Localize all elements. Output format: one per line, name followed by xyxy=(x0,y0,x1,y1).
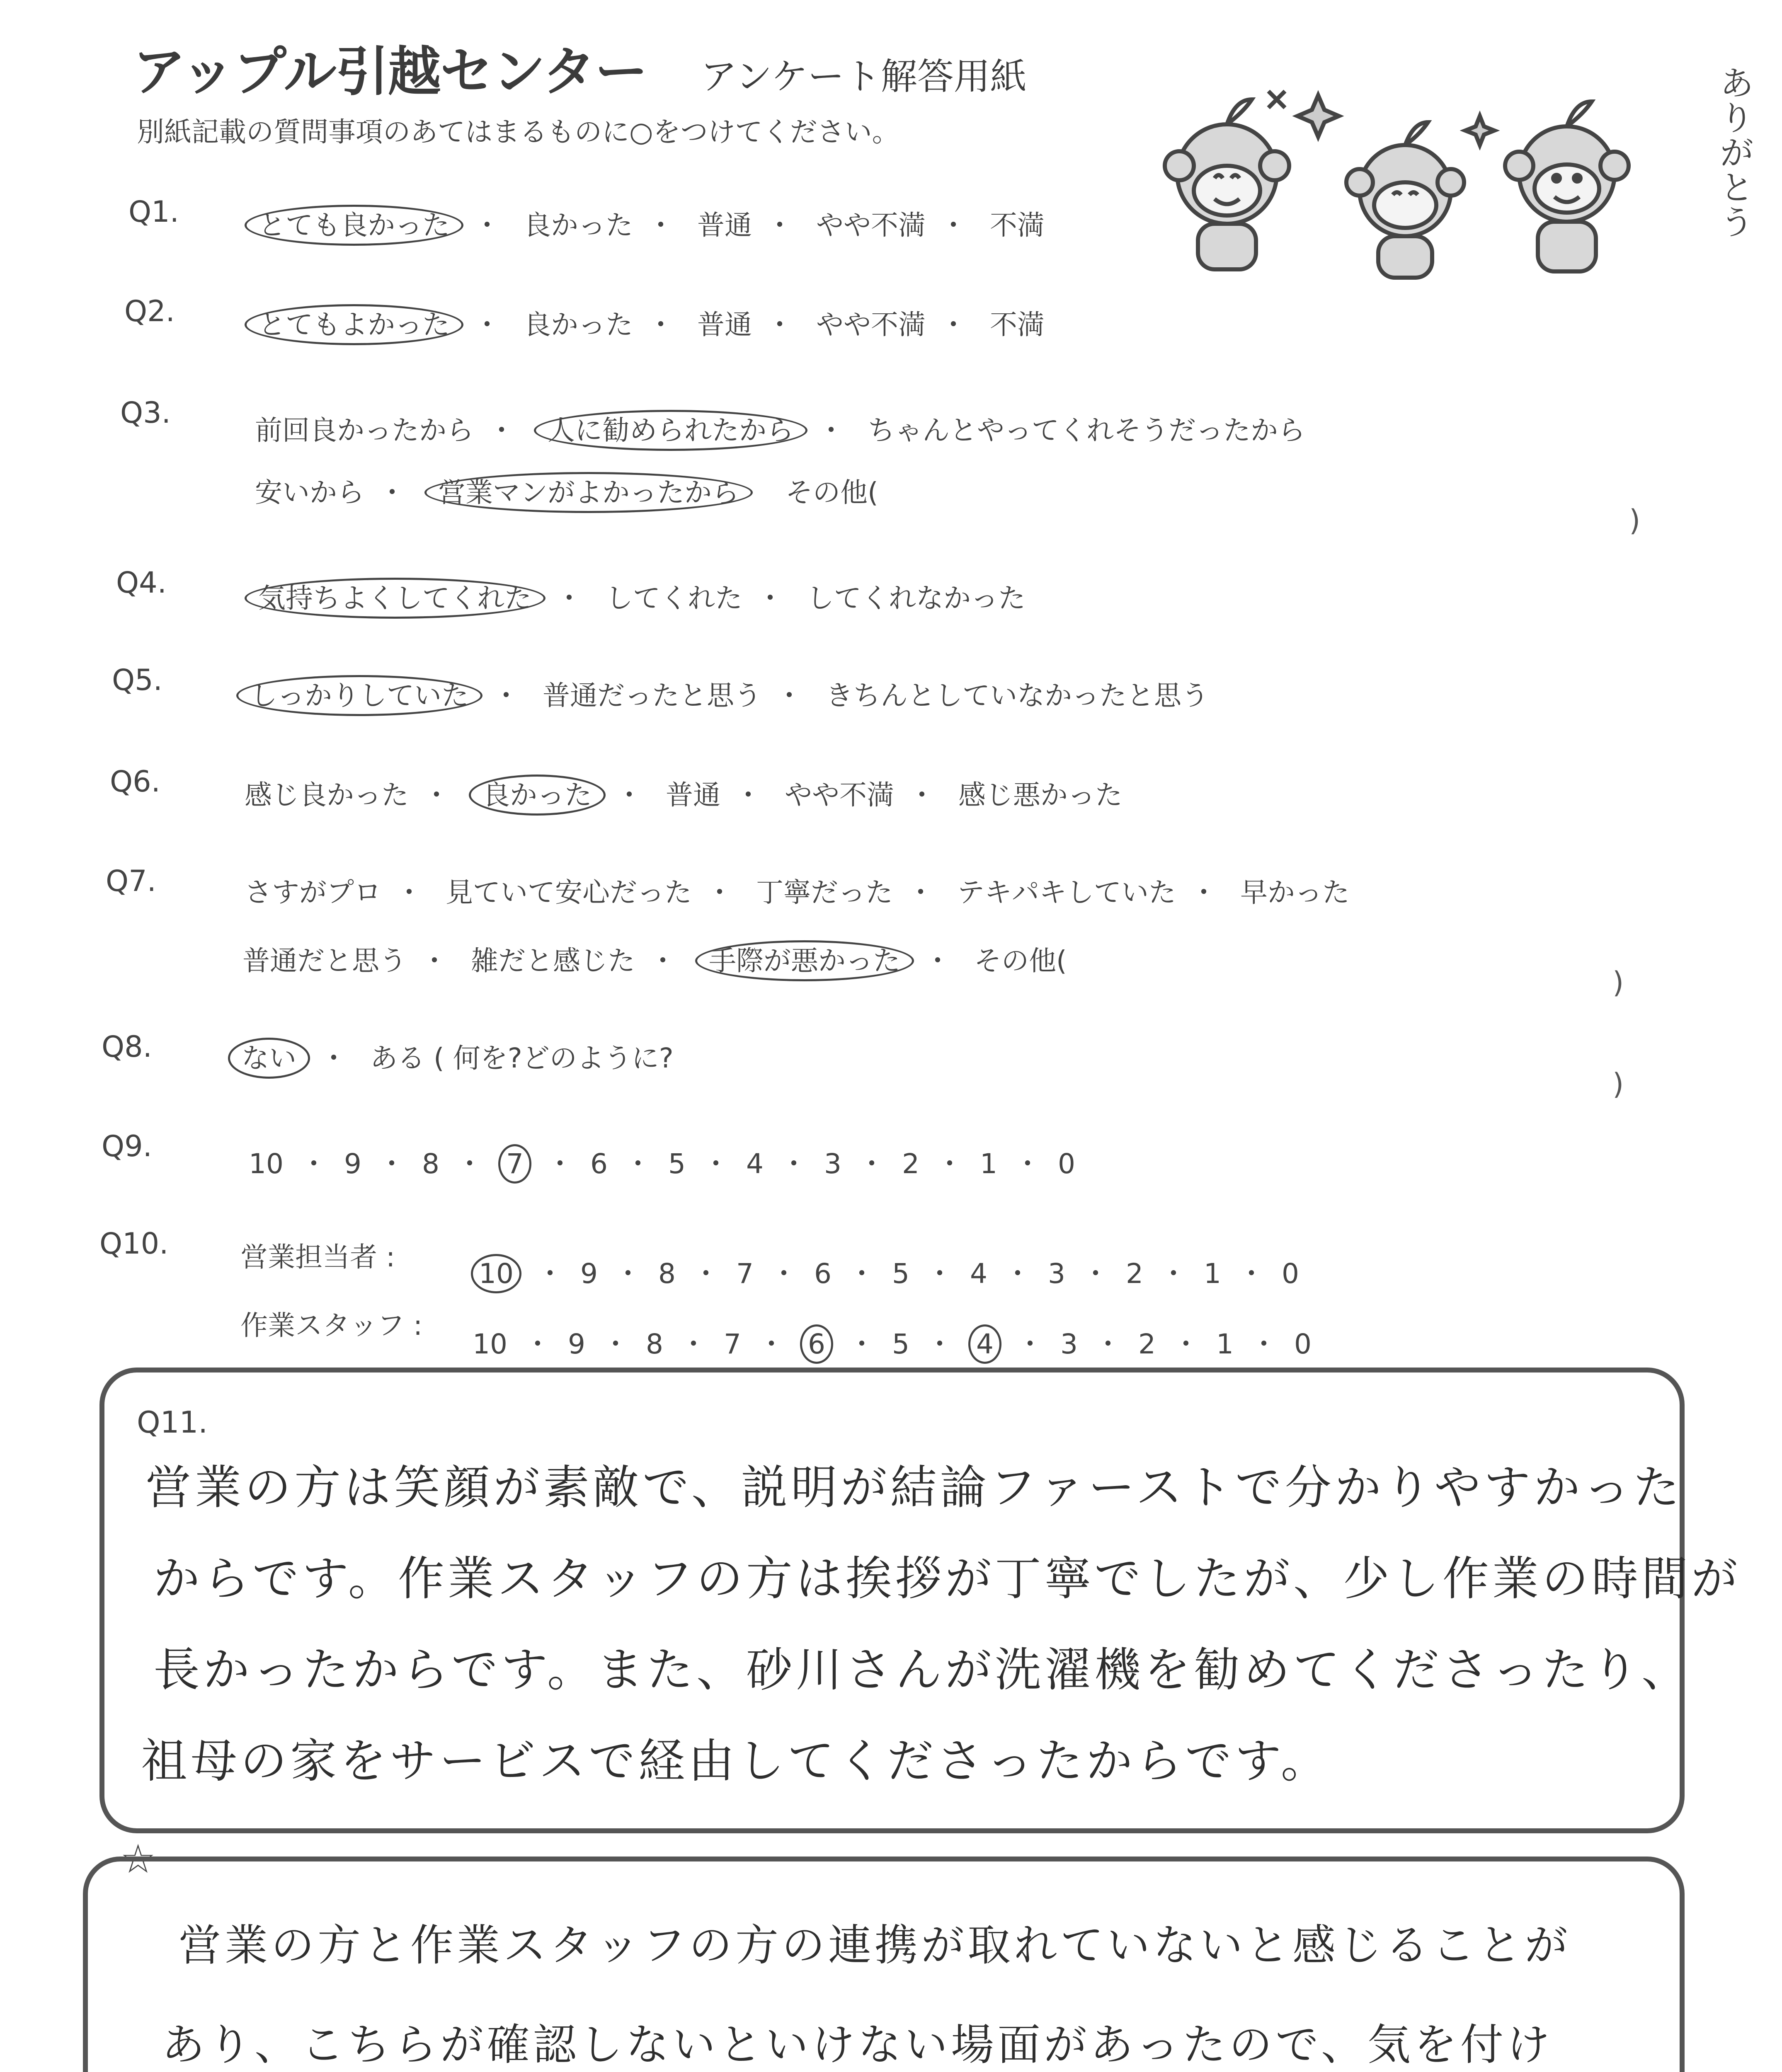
q5-option-selected[interactable]: しっかりしていた xyxy=(236,675,482,716)
q4-option-selected[interactable]: 気持ちよくしてくれた xyxy=(245,578,546,619)
q10-sales-separator: ・ xyxy=(1237,1258,1265,1290)
q10-staff-value-4[interactable]: 4 xyxy=(968,1324,1001,1364)
q11-line: 祖母の家をサービスで経由してくださったからです。 xyxy=(141,1734,1331,1788)
instructions-text: 別紙記載の質問事項のあてはまるものに○をつけてください。 xyxy=(137,116,899,148)
q9-value-3[interactable]: 3 xyxy=(824,1148,841,1180)
q7-option[interactable]: テキパキしていた xyxy=(957,876,1176,908)
q10-staff-value-8[interactable]: 8 xyxy=(645,1328,663,1360)
q9-separator: ・ xyxy=(858,1148,885,1180)
company-title: アップル引越センター xyxy=(133,41,647,103)
q9-value-10[interactable]: 10 xyxy=(249,1148,284,1180)
q6-options: 感じ良かった ・ 良かった ・ 普通 ・ やや不満 ・ 感じ悪かった xyxy=(245,773,1123,812)
q10-sales-value-9[interactable]: 9 xyxy=(580,1258,598,1290)
q7-option[interactable]: 雑だと感じた xyxy=(470,945,635,977)
q10-sales-separator: ・ xyxy=(1159,1258,1187,1290)
q3-close-paren: ) xyxy=(1629,503,1641,537)
q10-sales-value-7[interactable]: 7 xyxy=(736,1258,754,1290)
q10-sales-value-0[interactable]: 0 xyxy=(1281,1258,1299,1290)
q7-option[interactable]: 普通だと思う xyxy=(242,945,407,977)
q10-staff-value-1[interactable]: 1 xyxy=(1216,1328,1234,1360)
q9-separator: ・ xyxy=(378,1148,405,1180)
q6-option[interactable]: 感じ悪かった xyxy=(958,779,1123,811)
q10-staff-separator: ・ xyxy=(848,1328,875,1360)
q9-separator: ・ xyxy=(624,1148,652,1180)
q9-label: Q9. xyxy=(102,1129,152,1163)
q9-separator: ・ xyxy=(1013,1148,1041,1180)
q4-options: 気持ちよくしてくれた ・ してくれた ・ してくれなかった xyxy=(249,576,1026,615)
mascot-caption: ありがとう xyxy=(1720,64,1753,242)
q7-options-line2: 普通だと思う ・ 雑だと感じた ・ 手際が悪かった ・ その他( xyxy=(242,939,1067,978)
q10-sales-separator: ・ xyxy=(1081,1258,1109,1290)
q3-option[interactable]: 安いから xyxy=(255,477,364,508)
q3-option[interactable]: 前回良かったから xyxy=(255,414,474,446)
q10-sales-scale xyxy=(473,1251,1299,1291)
q10-sales-separator: ・ xyxy=(770,1258,798,1290)
q2-option-selected[interactable]: とてもよかった xyxy=(245,304,463,345)
q9-value-2[interactable]: 2 xyxy=(902,1148,919,1180)
star-icon: ☆ xyxy=(120,1836,156,1882)
star-line: 営業の方と作業スタッフの方の連携が取れていないと感じることが xyxy=(178,1920,1571,1970)
q5-options: しっかりしていた ・ 普通だったと思う ・ きちんとしていなかったと思う xyxy=(240,673,1209,713)
q10-staff-value-2[interactable]: 2 xyxy=(1138,1328,1156,1360)
q1-options: とても良かった ・ 良かった ・ 普通 ・ やや不満 ・ 不満 xyxy=(249,203,1045,242)
q3-options-line1: 前回良かったから ・ 人に勧められたから ・ ちゃんとやってくれそうだったから xyxy=(255,408,1305,448)
q10-staff-value-3[interactable]: 3 xyxy=(1060,1328,1078,1360)
q4-option[interactable]: してくれた xyxy=(605,582,742,614)
q7-option[interactable]: 早かった xyxy=(1240,876,1350,908)
q6-option[interactable]: 感じ良かった xyxy=(245,779,409,811)
q10-sales-value-1[interactable]: 1 xyxy=(1203,1258,1221,1290)
q10-staff-value-10[interactable]: 10 xyxy=(473,1328,507,1360)
q5-option[interactable]: きちんとしていなかったと思う xyxy=(825,680,1209,712)
q7-option-other[interactable]: その他( xyxy=(974,945,1067,977)
q3-option-other[interactable]: その他( xyxy=(785,477,878,508)
q2-label: Q2. xyxy=(124,294,175,328)
q9-value-0[interactable]: 0 xyxy=(1057,1148,1075,1180)
star-line: あり、こちらが確認しないといけない場面があったので、気を付け xyxy=(162,2019,1553,2070)
form-subtitle: アンケート解答用紙 xyxy=(701,55,1027,98)
q6-label: Q6. xyxy=(110,765,160,799)
q1-option[interactable]: 不満 xyxy=(989,209,1045,241)
q10-sales-separator: ・ xyxy=(692,1258,720,1290)
q9-value-8[interactable]: 8 xyxy=(422,1148,439,1180)
q2-option[interactable]: やや不満 xyxy=(816,309,926,341)
q1-option[interactable]: 良かった xyxy=(523,209,633,241)
q9-value-4[interactable]: 4 xyxy=(746,1148,764,1180)
q10-label: Q10. xyxy=(99,1227,169,1261)
q9-value-5[interactable]: 5 xyxy=(668,1148,686,1180)
q4-label: Q4. xyxy=(116,566,167,600)
q10-staff-value-9[interactable]: 9 xyxy=(567,1328,585,1360)
q1-label: Q1. xyxy=(128,195,179,229)
q10-staff-separator: ・ xyxy=(1172,1328,1200,1360)
q1-option[interactable]: やや不満 xyxy=(816,209,926,241)
q8-label: Q8. xyxy=(102,1030,152,1064)
q10-staff-separator: ・ xyxy=(757,1328,785,1360)
q7-options-line1: さすがプロ ・ 見ていて安心だった ・ 丁寧だった ・ テキパキしていた ・ 早かった xyxy=(245,876,1350,908)
q2-option[interactable]: 普通 xyxy=(697,309,752,341)
q10-staff-value-7[interactable]: 7 xyxy=(723,1328,741,1360)
q4-option[interactable]: してくれなかった xyxy=(806,582,1026,614)
q6-option-selected[interactable]: 良かった xyxy=(469,775,606,816)
q7-option[interactable]: 見ていて安心だった xyxy=(445,876,692,908)
q3-options-line2: 安いから ・ 営業マンがよかったから その他( xyxy=(255,470,878,510)
q6-option[interactable]: やや不満 xyxy=(784,779,894,811)
q6-option[interactable]: 普通 xyxy=(665,779,720,811)
q10-staff-separator: ・ xyxy=(1016,1328,1044,1360)
q7-option[interactable]: さすがプロ xyxy=(245,876,381,908)
q5-label: Q5. xyxy=(112,663,162,697)
q11-line: 営業の方は笑顔が素敵で、説明が結論ファーストで分かりやすかった xyxy=(145,1461,1683,1515)
q10-row-name: 営業担当者 : xyxy=(240,1241,395,1273)
q10-sales-separator: ・ xyxy=(1004,1258,1031,1290)
q2-option[interactable]: 良かった xyxy=(523,309,633,341)
q1-option[interactable]: 普通 xyxy=(697,209,752,241)
q9-value-1[interactable]: 1 xyxy=(979,1148,997,1180)
q10-staff-value-0[interactable]: 0 xyxy=(1294,1328,1312,1360)
q11-line: からです。作業スタッフの方は挨拶が丁寧でしたが、少し作業の時間が xyxy=(153,1552,1741,1606)
q7-option[interactable]: 丁寧だった xyxy=(756,876,893,908)
q10-sales-separator: ・ xyxy=(848,1258,875,1290)
q9-separator: ・ xyxy=(702,1148,730,1180)
q9-separator: ・ xyxy=(546,1148,574,1180)
q9-separator: ・ xyxy=(936,1148,963,1180)
q10-staff-value-6[interactable]: 6 xyxy=(800,1324,833,1364)
q10-staff-separator: ・ xyxy=(926,1328,953,1360)
q8-options: ない ・ ある ( 何を?どのように? xyxy=(232,1036,674,1075)
q3-label: Q3. xyxy=(120,396,171,430)
q2-options: とてもよかった ・ 良かった ・ 普通 ・ やや不満 ・ 不満 xyxy=(249,303,1045,342)
q10-staff-separator: ・ xyxy=(1250,1328,1278,1360)
q10-sales-value-6[interactable]: 6 xyxy=(814,1258,832,1290)
q10-staff-separator: ・ xyxy=(601,1328,629,1360)
q9-separator: ・ xyxy=(300,1148,327,1180)
q11-label: Q11. xyxy=(137,1405,208,1440)
q10-sales-value-4[interactable]: 4 xyxy=(970,1258,987,1290)
q9-value-9[interactable]: 9 xyxy=(344,1148,361,1180)
q10-sales-separator: ・ xyxy=(926,1258,953,1290)
q8-close-paren: ) xyxy=(1612,1067,1624,1101)
q10-sales-separator: ・ xyxy=(614,1258,642,1290)
q2-option[interactable]: 不満 xyxy=(989,309,1045,341)
q9-scale xyxy=(249,1142,1075,1181)
q9-separator: ・ xyxy=(456,1148,483,1180)
q10-sales-value-5[interactable]: 5 xyxy=(892,1258,909,1290)
q3-option[interactable]: ちゃんとやってくれそうだったから xyxy=(867,414,1305,446)
q10-staff-separator: ・ xyxy=(524,1328,551,1360)
q10-staff-scale xyxy=(473,1322,1312,1361)
q10-staff-value-5[interactable]: 5 xyxy=(892,1328,909,1360)
q10-sales-value-2[interactable]: 2 xyxy=(1125,1258,1143,1290)
q9-value-7[interactable]: 7 xyxy=(498,1144,531,1184)
q9-value-6[interactable]: 6 xyxy=(590,1148,608,1180)
q3-option-selected[interactable]: 人に勧められたから xyxy=(534,410,807,451)
mascot-illustration xyxy=(1144,58,1716,290)
q10-staff-separator: ・ xyxy=(1094,1328,1122,1360)
q7-close-paren: ) xyxy=(1612,966,1624,1000)
q10-row-name: 作業スタッフ : xyxy=(240,1310,423,1341)
q7-option-selected[interactable]: 手際が悪かった xyxy=(695,940,914,981)
q11-line: 長かったからです。また、砂川さんが洗濯機を勧めてくださったり、 xyxy=(153,1643,1691,1697)
q5-option[interactable]: 普通だったと思う xyxy=(542,680,761,712)
q10-staff-separator: ・ xyxy=(679,1328,707,1360)
q3-option-selected[interactable]: 営業マンがよかったから xyxy=(424,472,753,513)
q1-option-selected[interactable]: とても良かった xyxy=(245,205,463,246)
q9-separator: ・ xyxy=(780,1148,807,1180)
q8-option-selected[interactable]: ない xyxy=(228,1038,310,1079)
q10-sales-value-8[interactable]: 8 xyxy=(658,1258,676,1290)
q7-label: Q7. xyxy=(106,864,156,898)
q10-sales-value-10[interactable]: 10 xyxy=(471,1254,521,1293)
q10-sales-value-3[interactable]: 3 xyxy=(1047,1258,1065,1290)
q8-option[interactable]: ある ( 何を?どのように? xyxy=(370,1042,674,1074)
q10-sales-separator: ・ xyxy=(536,1258,564,1290)
